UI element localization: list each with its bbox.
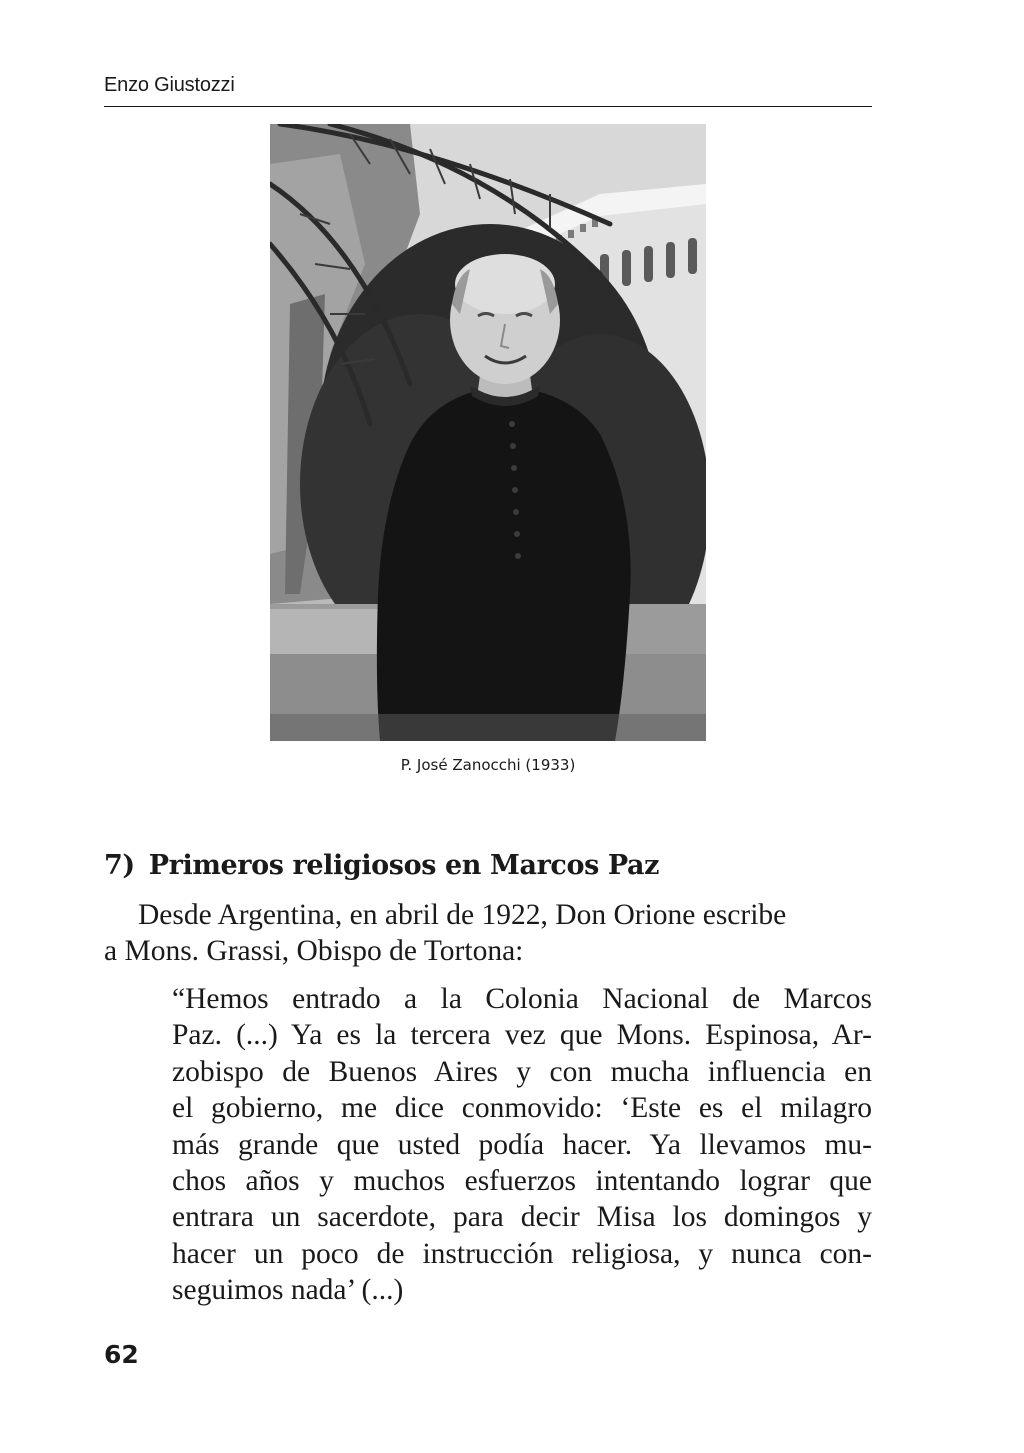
quote-line: seguimos nada’ (...) bbox=[172, 1274, 404, 1307]
portrait-photo-illustration bbox=[270, 124, 706, 741]
running-head-author: Enzo Giustozzi bbox=[104, 74, 235, 96]
intro-line: a Mons. Grassi, Obispo de Tortona: bbox=[104, 935, 524, 967]
intro-line: Desde Argentina, en abril de 1922, Don Orione escribe bbox=[138, 899, 787, 931]
header-rule bbox=[104, 106, 872, 107]
photo-caption: P. José Zanocchi (1933) bbox=[400, 756, 576, 774]
portrait-photo bbox=[270, 124, 706, 741]
section-heading bbox=[104, 850, 659, 881]
quote-line: chos años y muchos esfuerzos intentando lograr que bbox=[172, 1164, 872, 1197]
quote-line: hacer un poco de instrucción religiosa, y nunca con- bbox=[172, 1237, 872, 1270]
block-quote bbox=[172, 981, 872, 1309]
quote-line: “Hemos entrado a la Colonia Nacional de Marcos bbox=[172, 983, 872, 1015]
intro-paragraph bbox=[104, 897, 872, 969]
section-title: Primeros religiosos en Marcos Paz bbox=[148, 850, 660, 881]
quote-line: más grande que usted podía hacer. Ya llevamos mu- bbox=[172, 1128, 872, 1161]
page-number: 62 bbox=[104, 1340, 139, 1369]
quote-line: Paz. (...) Ya es la tercera vez que Mons. Espinosa, Ar- bbox=[172, 1019, 872, 1052]
quote-line: el gobierno, me dice conmovido: ‘Este es el milagro bbox=[172, 1092, 872, 1125]
section-number: 7) bbox=[104, 850, 135, 881]
quote-line: zobispo de Buenos Aires y con mucha influencia en bbox=[172, 1055, 872, 1088]
quote-line: entrara un sacerdote, para decir Misa los domingos y bbox=[172, 1201, 872, 1234]
